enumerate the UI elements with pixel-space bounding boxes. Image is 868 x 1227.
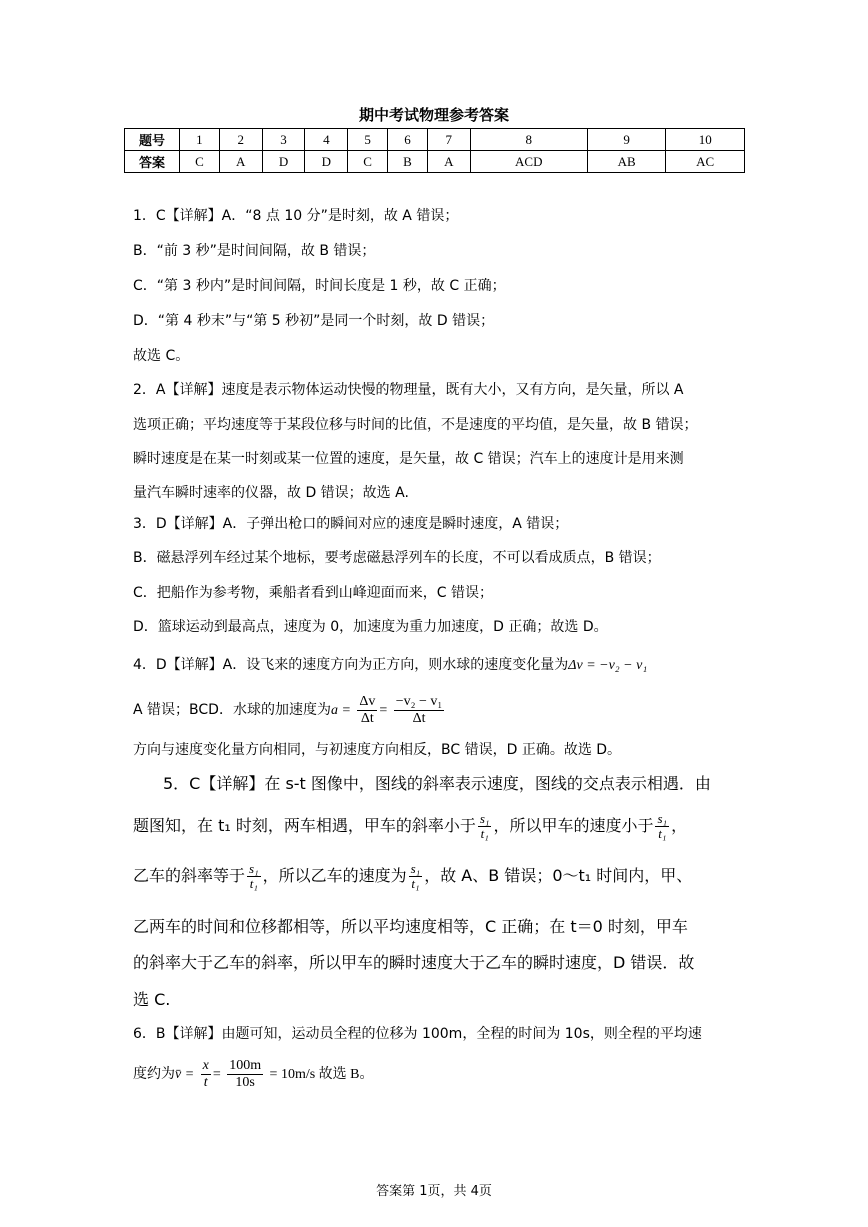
fraction [247, 862, 261, 891]
q6-line: 6．B【详解】由题可知，运动员全程的位移为 100m，全程的时间为 10s，则全程的平均速 [133, 1026, 702, 1042]
q1-line: C．“第 3 秒内”是时间间隔，时间长度是 1 秒，故 C 正确； [133, 278, 506, 294]
q6-line: 度约为v̄ = $\frac{x}{t}$ = $\frac{100m}{10s}$ = 10m/s 故选 B。 [133, 1057, 374, 1090]
fraction-denominator: Δt [360, 710, 374, 726]
q1-line: 故选 C。 [133, 348, 190, 364]
q2-line: 选项正确；平均速度等于某段位移与时间的比值，不是速度的平均值，是矢量，故 B 错误； [133, 417, 698, 433]
q1-line: B．“前 3 秒”是时间间隔，故 B 错误； [133, 243, 376, 259]
q4-line [133, 655, 745, 676]
fraction-numerator: s₁ [410, 861, 421, 876]
table-cell: C [348, 151, 388, 173]
fraction [357, 694, 377, 727]
q3-line: C．把船作为参考物，乘船者看到山峰迎面而来，C 错误； [133, 585, 493, 601]
table-cell: 7 [427, 129, 470, 151]
table-row [125, 151, 745, 173]
page-title: 期中考试物理参考答案 [358, 106, 509, 124]
table-cell: 6 [388, 129, 428, 151]
fraction [478, 812, 492, 841]
table-cell: C [180, 151, 220, 173]
table-row [125, 129, 745, 151]
q5-text: 题图知，在 t₁ 时刻，两车相遇，甲车的斜率小于 [133, 816, 476, 835]
fraction-numerator: Δv [359, 693, 376, 709]
table-cell: D [305, 151, 348, 173]
fraction-denominator: t [203, 1074, 208, 1090]
q6-text: 度约为 [133, 1066, 175, 1082]
q5-line: 的斜率大于乙车的斜率，所以甲车的瞬时速度大于乙车的瞬时速度，D 错误．故 [133, 953, 695, 972]
fraction-denominator: t₁ [480, 826, 489, 841]
table-cell: 5 [348, 129, 388, 151]
table-cell: D [262, 151, 305, 173]
table-cell: 3 [262, 129, 305, 151]
q5-text: ，故 A、B 错误；0～t₁ 时间内，甲、 [424, 866, 693, 885]
fraction-numerator: s₁ [249, 861, 259, 876]
q4-lhs: a = [330, 703, 351, 718]
q5-line: 乙两车的时间和位移都相等，所以平均速度相等，C 正确；在 t＝0 时刻，甲车 [133, 917, 688, 936]
table-cell: 2 [219, 129, 262, 151]
fraction [394, 694, 445, 727]
q4-text: A 错误；BCD．水球的加速度为 [133, 702, 331, 718]
page-footer: 答案第 1页，共 4页 [376, 1184, 492, 1199]
table-cell: 1 [180, 129, 220, 151]
table-cell: 9 [587, 129, 666, 151]
table-cell: AC [666, 151, 745, 173]
table-header-cell: 答案 [125, 151, 180, 173]
q5-text: 乙车的斜率等于 [133, 866, 246, 885]
q5-line [133, 858, 745, 894]
q1-line: D．“第 4 秒末”与“第 5 秒初”是同一个时刻，故 D 错误； [133, 313, 495, 329]
q2-line: 2．A【详解】速度是表示物体运动快慢的物理量，既有大小，又有方向，是矢量，所以 A [133, 382, 684, 398]
fraction-denominator: t₁ [249, 876, 258, 891]
q2-line: 量汽车瞬时速率的仪器，故 D 错误；故选 A. [133, 485, 409, 501]
q4-formula: Δv = −v₂ − v₁ [568, 658, 648, 673]
table-cell: 10 [666, 129, 745, 151]
fraction [227, 1058, 263, 1091]
fraction-denominator: t₁ [658, 826, 667, 841]
q5-line: 5．C【详解】在 s-t 图像中，图线的斜率表示速度，图线的交点表示相遇．由 [163, 774, 711, 793]
q2-line: 瞬时速度是在某一时刻或某一位置的速度，是矢量，故 C 错误；汽车上的速度计是用来测 [133, 451, 684, 467]
q6-text: = 10m/s 故选 B。 [269, 1067, 374, 1082]
table-cell: A [427, 151, 470, 173]
fraction [655, 812, 669, 841]
fraction [409, 862, 423, 891]
table-header-cell: 题号 [125, 129, 180, 151]
q6-vbar: v̄ = [175, 1067, 195, 1082]
q4-line: A 错误；BCD．水球的加速度为a = $\frac{\Delta v}{\Delta t}$ = $\frac{\text{−v₂ − v₁}}{\Delta t}$ [133, 693, 443, 726]
answer-table [124, 128, 745, 173]
q3-line: 3．D【详解】A．子弹出枪口的瞬间对应的速度是瞬时速度，A 错误； [133, 516, 569, 532]
q5-line: 题图知，在 t₁ 时刻，两车相遇，甲车的斜率小于 $\frac{\text{s₁}}{\text{t₁}}$ ，所以甲车的速度小于 $\frac{\text{s₁}}{\text{t₁}}$ ， [133, 811, 688, 841]
fraction-numerator: s₁ [657, 811, 668, 826]
fraction-denominator: t₁ [411, 876, 420, 891]
q4-line: 方向与速度变化量方向相同，与初速度方向相反，BC 错误，D 正确。故选 D。 [133, 742, 622, 758]
fraction-denominator: 10s [235, 1074, 255, 1090]
fraction-denominator: Δt [412, 710, 426, 726]
q3-line: D．篮球运动到最高点，速度为 0，加速度为重力加速度，D 正确；故选 D。 [133, 619, 608, 635]
table-cell: 8 [470, 129, 587, 151]
q1-line: 1．C【详解】A．“8 点 10 分”是时刻，故 A 错误； [133, 208, 459, 224]
table-cell: ACD [470, 151, 587, 173]
table-cell: A [219, 151, 262, 173]
table-cell: B [388, 151, 428, 173]
q5-text: ，所以甲车的速度小于 [493, 816, 654, 835]
fraction-numerator: s₁ [479, 811, 490, 826]
q5-text: ，所以乙车的速度为 [262, 866, 407, 885]
fraction-numerator: 100m [229, 1057, 262, 1073]
q4-text: 4．D【详解】A．设飞来的速度方向为正方向，则水球的速度变化量为 [133, 657, 569, 673]
q3-line: B．磁悬浮列车经过某个地标，要考虑磁悬浮列车的长度，不可以看成质点，B 错误； [133, 550, 661, 566]
fraction [201, 1058, 211, 1091]
fraction-numerator: x [202, 1057, 209, 1073]
table-cell: 4 [305, 129, 348, 151]
table-cell: AB [587, 151, 666, 173]
fraction-numerator: −v₂ − v₁ [395, 693, 443, 709]
q5-line: 选 C. [133, 990, 171, 1009]
